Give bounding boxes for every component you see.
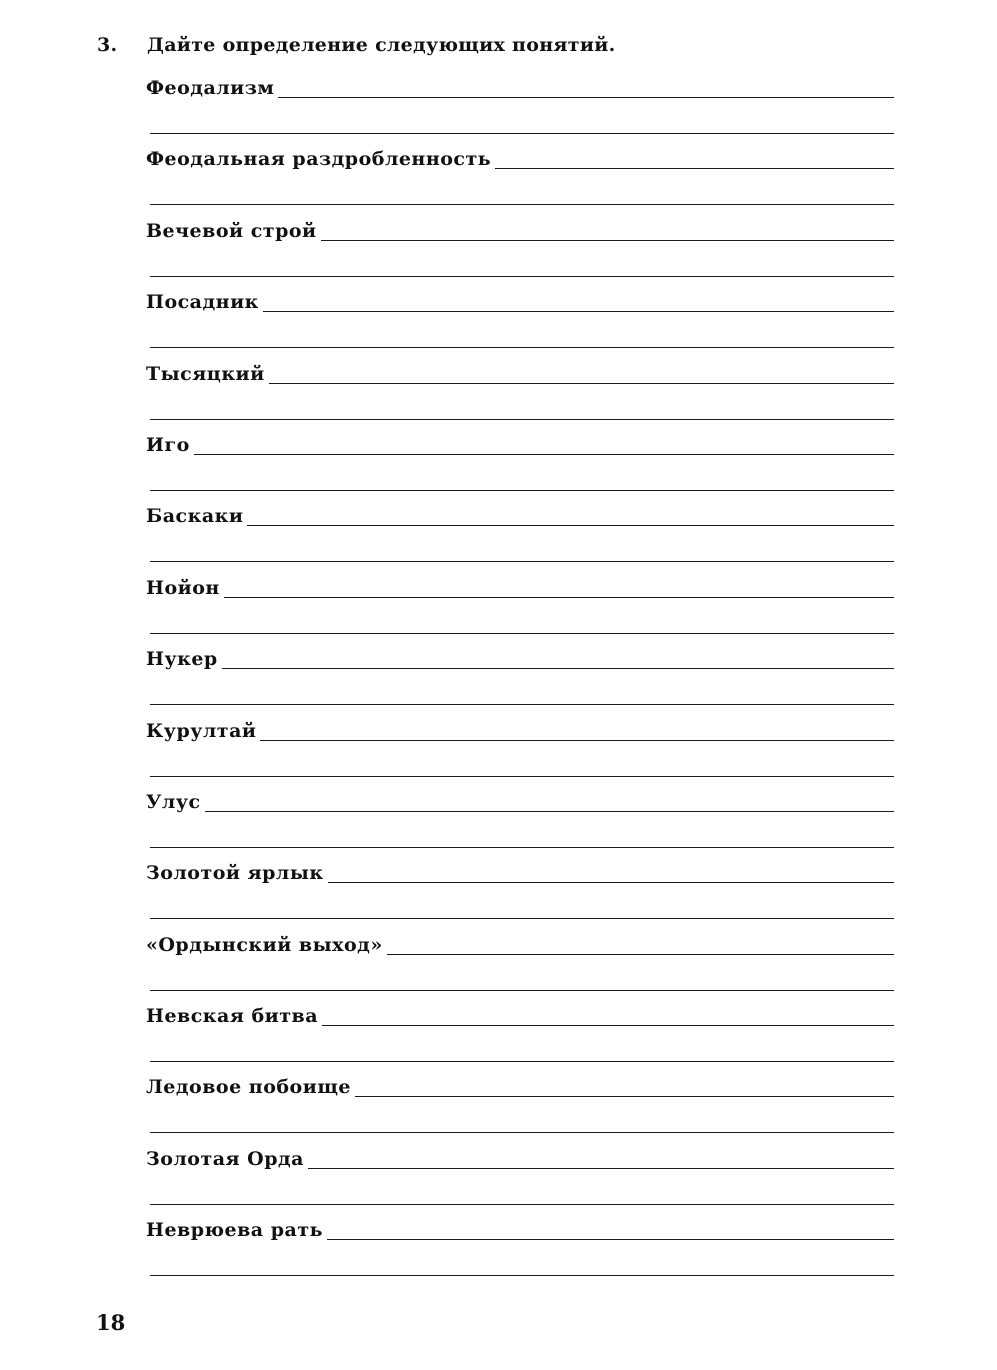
definition-continuation-line[interactable] [150,133,894,134]
term-line [146,713,894,742]
term-item [146,1212,894,1283]
task-instruction: Дайте определение следующих понятий. [147,34,616,56]
definition-continuation-line[interactable] [150,990,894,991]
definition-line[interactable] [495,167,894,169]
definition-line[interactable] [247,524,894,526]
term-item [146,356,894,427]
task-header [97,30,937,60]
definition-line[interactable] [322,1024,894,1026]
term-label: Иго [146,433,190,456]
term-label: Золотая Орда [146,1147,304,1170]
term-label: Неврюева рать [146,1219,323,1242]
term-label: «Ордынский выход» [146,933,383,956]
term-line [146,855,894,884]
definition-continuation-line[interactable] [150,347,894,348]
term-item [146,641,894,712]
term-label: Курултай [146,719,257,742]
term-item [146,284,894,355]
term-line [146,1069,894,1098]
term-label: Золотой ярлык [146,862,324,885]
term-line [146,356,894,385]
definition-continuation-line[interactable] [150,633,894,634]
definition-line[interactable] [328,881,894,883]
definition-line[interactable] [355,1095,894,1097]
term-line [146,1212,894,1241]
term-item [146,213,894,284]
definition-continuation-line[interactable] [150,419,894,420]
definition-line[interactable] [260,739,894,741]
term-item [146,1069,894,1140]
term-item [146,1141,894,1212]
term-line [146,427,894,456]
term-label: Невская битва [146,1005,319,1028]
term-item [146,855,894,926]
term-label: Тысяцкий [146,362,265,385]
term-line [146,284,894,313]
page-number: 18 [96,1310,126,1335]
definition-line[interactable] [222,667,894,669]
term-item [146,570,894,641]
term-item [146,141,894,212]
definition-continuation-line[interactable] [150,1061,894,1062]
term-label: Улус [146,790,201,813]
term-line [146,570,894,599]
term-line [146,927,894,956]
definition-continuation-line[interactable] [150,1204,894,1205]
term-item [146,70,894,141]
definition-continuation-line[interactable] [150,704,894,705]
term-line [146,1141,894,1170]
definition-line[interactable] [321,239,894,241]
term-label: Феодализм [146,77,275,99]
definition-continuation-line[interactable] [150,1275,894,1276]
definition-line[interactable] [387,953,894,955]
term-label: Ледовое побоище [146,1076,351,1099]
definition-line[interactable] [308,1167,894,1169]
definition-continuation-line[interactable] [150,776,894,777]
term-item [146,998,894,1069]
term-line [146,641,894,670]
term-line [146,70,894,99]
definition-line[interactable] [263,310,894,312]
terms-list [146,70,894,1284]
definition-line[interactable] [224,596,894,598]
term-line [146,498,894,527]
definition-continuation-line[interactable] [150,918,894,919]
term-item [146,927,894,998]
term-item [146,427,894,498]
definition-line[interactable] [269,382,894,384]
term-label: Баскаки [146,505,244,528]
term-line [146,784,894,813]
term-line [146,998,894,1027]
definition-continuation-line[interactable] [150,847,894,848]
definition-line[interactable] [327,1238,894,1240]
definition-continuation-line[interactable] [150,1132,894,1133]
definition-continuation-line[interactable] [150,204,894,205]
term-item [146,784,894,855]
definition-continuation-line[interactable] [150,276,894,277]
definition-line[interactable] [278,96,894,98]
task-number: 3. [97,34,118,56]
term-line [146,141,894,170]
term-label: Посадник [146,291,259,314]
term-label: Вечевой строй [146,219,317,242]
definition-continuation-line[interactable] [150,561,894,562]
term-label: Нойон [146,576,220,599]
term-item [146,498,894,569]
term-item [146,713,894,784]
definition-line[interactable] [194,453,894,455]
definition-continuation-line[interactable] [150,490,894,491]
definition-line[interactable] [205,810,894,812]
term-label: Нукер [146,648,218,671]
term-label: Феодальная раздробленность [146,148,492,171]
term-line [146,213,894,242]
